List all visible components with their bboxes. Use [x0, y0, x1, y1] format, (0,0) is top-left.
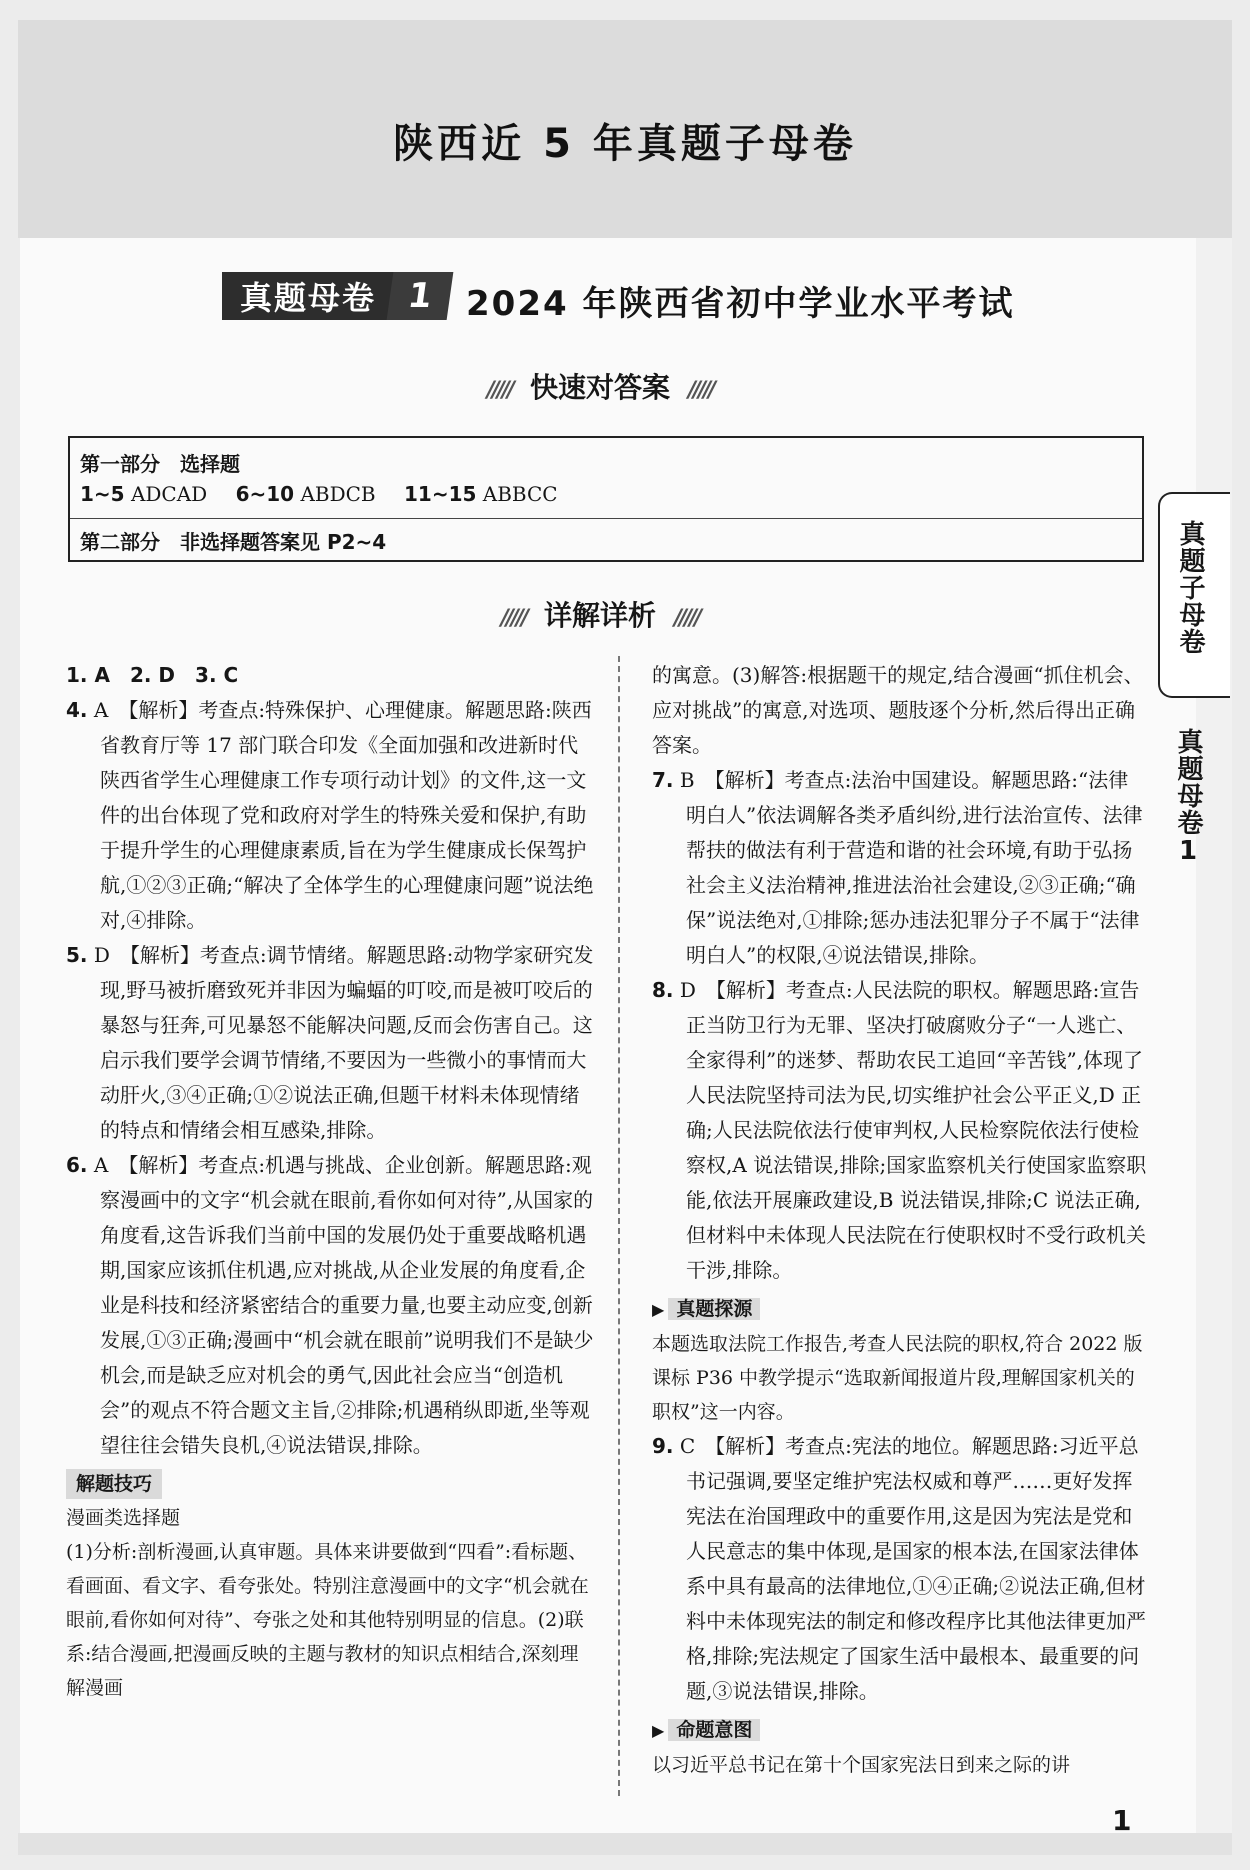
tip-box	[66, 1463, 594, 1705]
exam-badge	[222, 272, 444, 320]
source-tag: ▶ 真题探源	[652, 1294, 760, 1325]
answer-letters: ABBCC	[482, 482, 558, 506]
decor-dash-right: /////	[688, 378, 714, 403]
intent-body: 以习近平总书记在第十个国家宪法日到来之际的讲	[652, 1754, 1071, 1776]
continuation-text: 的寓意。(3)解答:根据题干的规定,结合漫画“抓住机会、应对挑战”的寓意,对选项、题肢逐个分析,然后得出正确答案。	[652, 663, 1144, 757]
triangle-icon: ▶	[652, 1721, 665, 1740]
answer-letters: ABDCB	[300, 482, 376, 506]
side-tab-active-label: 真题子母卷	[1175, 520, 1205, 655]
answer-range: 11~15	[404, 482, 477, 506]
tip-body: (1)分析:剖析漫画,认真审题。具体来讲要做到“四看”:看标题、看画面、看文字、看夸张处。特别注意漫画中的文字“机会就在眼前,看你如何对待”、夸张之处和其他特别明显的信息。(2)联系:结合漫画,把漫画反映的主题与教材的知识点相结合,深刻理解漫画	[66, 1541, 589, 1699]
question-8: 8. D 【解析】考查点:人民法院的职权。解题思路:宣告正当防卫行为无罪、坚决打破腐败分子“一人逃亡、全家得利”的迷梦、帮助农民工追回“辛苦钱”,体现了人民法院坚持司法为民,切实维护社会公平正义,D 正确;人民法院依法行使审判权,人民检察院依法行使检察权,A 说法错误,排除;国家监察机关行使国家监察职能,依法开展廉政建设,B 说法错误,排除;C 说法正确,但材料中未体现人民法院在行使职权时不受行政机关干涉,排除。	[652, 978, 1147, 1282]
exam-name: 2024 年陕西省初中学业水平考试	[466, 284, 1015, 324]
answer-range: 1~5	[80, 482, 125, 506]
question-6: 6. A 【解析】考查点:机遇与挑战、企业创新。解题思路:观察漫画中的文字“机会就在眼前,看你如何对待”,从国家的角度看,这告诉我们当前中国的发展仍处于重要战略机遇期,国家应该抓住机遇,应对挑战,从企业发展的角度看,企业是科技和经济紧密结合的重要力量,也要主动应变,创新发展,①③正确;漫画中“机会就在眼前”说明我们不是缺少机会,而是缺乏应对机会的勇气,因此社会应当“创造机会”的观点不符合题文主旨,②排除;机遇稍纵即逝,坐等观望往往会错失良机,④说法错误,排除。	[66, 1153, 594, 1457]
intent-box	[652, 1709, 1148, 1782]
page-title: 陕西近 5 年真题子母卷	[393, 121, 857, 167]
question-9: 9. C 【解析】考查点:宪法的地位。解题思路:习近平总书记强调,要坚定维护宪法权威和尊严……更好发挥宪法在治国理政中的重要作用,这是因为宪法是党和人民意志的集中体现,是国家的根本法,在国家法律体系中具有最高的法律地位,①④正确;②说法正确,但材料中未体现宪法的制定和修改程序比其他法律更加严格,排除;宪法规定了国家生活中最根本、最重要的问题,③说法错误,排除。	[652, 1434, 1146, 1703]
part1-label: 第一部分 选择题	[80, 452, 240, 476]
question-4: 4. A 【解析】考查点:特殊保护、心理健康。解题思路:陕西省教育厅等 17 部门联合印发《全面加强和改进新时代陕西省学生心理健康工作专项行动计划》的文件,这一文件的出台体现了党和政府对学生的特殊关爱和保护,有助于提升学生的心理健康素质,旨在为学生健康成长保驾护航,①②③正确;“解决了全体学生的心理健康问题”说法绝对,④排除。	[66, 698, 594, 932]
part2-label: 第二部分 非选择题答案见 P2~4	[80, 530, 387, 554]
quick-answers-label: 快速对答案	[529, 371, 670, 404]
paper-edge	[1196, 238, 1232, 1833]
answer-key-row	[80, 482, 558, 506]
triangle-icon: ▶	[652, 1300, 665, 1319]
right-column	[652, 658, 1148, 1782]
column-divider	[618, 656, 620, 1796]
answer-letters: ADCAD	[130, 482, 208, 506]
source-body: 本题选取法院工作报告,考查人民法院的职权,符合 2022 版课标 P36 中教学提示“选取新闻报道片段,理解国家机关的职权”这一内容。	[652, 1333, 1143, 1423]
answer-key-box	[68, 436, 1144, 562]
detail-label: 详解详析	[543, 599, 656, 632]
decor-dash-right: /////	[674, 606, 700, 631]
decor-dash-left: /////	[500, 606, 526, 631]
answer-box-divider	[70, 518, 1142, 519]
bottom-band	[18, 1833, 1232, 1855]
decor-dash-left: /////	[486, 378, 512, 403]
question-7: 7. B 【解析】考查点:法治中国建设。解题思路:“法律明白人”依法调解各类矛盾纠纷,进行法治宣传、法律帮扶的做法有利于营造和谐的社会环境,有助于弘扬社会主义法治精神,推进法治社会建设,②③正确;“确保”说法绝对,①排除;惩办违法犯罪分子不属于“法律明白人”的权限,④说法错误,排除。	[652, 768, 1143, 967]
tip-title: 漫画类选择题	[66, 1507, 181, 1529]
question-5: 5. D 【解析】考查点:调节情绪。解题思路:动物学家研究发现,野马被折磨致死并非因为蝙蝠的叮咬,而是被叮咬后的暴怒与狂奔,可见暴怒不能解决问题,反而会伤害自己。这启示我们要学会调节情绪,不要因为一些微小的事情而大动肝火,③④正确;①②说法正确,但题干材料未体现情绪的特点和情绪会相互感染,排除。	[66, 943, 594, 1142]
left-column	[66, 658, 594, 1705]
detail-heading	[0, 594, 1200, 634]
side-tab-inactive-label[interactable]: 真题母卷1	[1173, 728, 1203, 867]
answer-range: 6~10	[235, 482, 295, 506]
intent-tag: ▶ 命题意图	[652, 1715, 760, 1746]
tip-tag: 解题技巧	[66, 1469, 162, 1499]
quick-answers-heading	[0, 366, 1200, 406]
page-number: 1	[1112, 1804, 1132, 1837]
badge-number: 1	[387, 272, 454, 320]
source-box	[652, 1288, 1148, 1429]
badge-text: 真题母卷	[240, 279, 377, 317]
answers-1-3: 1. A 2. D 3. C	[66, 663, 239, 687]
